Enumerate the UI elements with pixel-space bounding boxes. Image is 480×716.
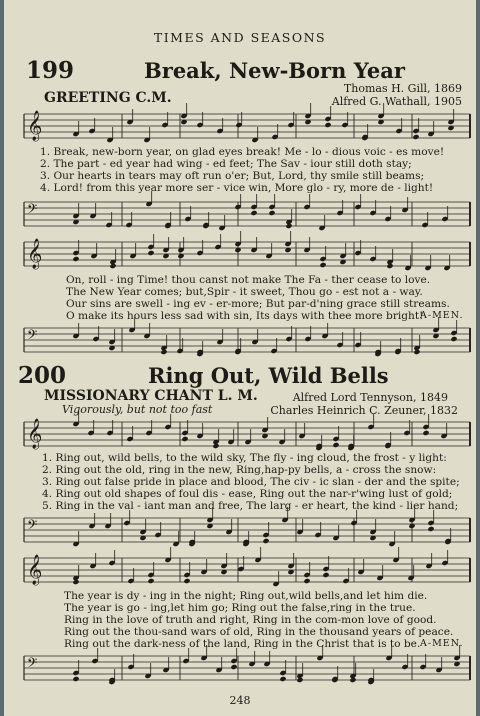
lyric-line: 4. Ring out old shapes of foul dis - ease, Ring out the nar-r'wing lust of gold; (42, 488, 453, 500)
lyric-line: 3. Our hearts in tears may oft run o'er; But, Lord, thy smile still beams; (40, 170, 425, 182)
bass-staff (24, 516, 470, 546)
music-credit: Alfred G. Wathall, 1905 (331, 95, 462, 108)
lyric-line: 2. The part - ed year had wing - ed feet; The Sav - iour still doth stay; (40, 158, 412, 170)
lyric-line: O make its hours less sad with sin, Its days with thee more bright! (66, 310, 424, 322)
lyric-line: The New Year comes; but,Spir - it sweet, Thou go - est not a - way. (66, 286, 423, 298)
tune-name: GREETING C.M. (44, 90, 172, 106)
lyric-line: Ring in the love of truth and right, Ring in the com-mon love of good. (64, 614, 437, 626)
bass-clef-icon: 𝄢 (27, 517, 38, 536)
lyric-line: 4. Lord! from this year more ser - vice win, More glo - ry, more de - light! (40, 182, 434, 194)
amen-label: A-MEN. (420, 310, 464, 321)
hymn-number: 199 (26, 57, 75, 84)
lyric-line: The year is go - ing,let him go; Ring out the false,ring in the true. (64, 602, 416, 614)
bass-staff (24, 326, 470, 356)
lyric-line: On, roll - ing Time! thou canst not make The Fa - ther cease to love. (66, 274, 431, 286)
lyric-line: 1. Ring out, wild bells, to the wild sky, The fly - ing cloud, the frost - y light: (42, 452, 447, 464)
lyrics-verses (40, 146, 444, 194)
section-title: TIMES AND SEASONS (153, 30, 327, 45)
words-credit: Alfred Lord Tennyson, 1849 (292, 391, 448, 404)
lyric-line: Ring out the dark-ness of the land, Ring in the Christ that is to be. (64, 638, 421, 650)
treble-staff (24, 556, 470, 586)
treble-clef-icon: 𝄞 (27, 239, 43, 269)
tune-name: MISSIONARY CHANT L. M. (44, 388, 258, 404)
hymn-number: 200 (18, 362, 67, 389)
lyrics-verses (42, 452, 460, 512)
treble-staff (24, 240, 470, 270)
music-credit: Charles Heinrich C. Zeuner, 1832 (270, 404, 458, 417)
bass-staff (24, 654, 470, 684)
treble-staff (24, 112, 470, 142)
treble-clef-icon: 𝄞 (27, 419, 43, 449)
bass-staff (24, 200, 470, 230)
treble-clef-icon: 𝄞 (27, 555, 43, 585)
lyric-line: 5. Ring in the val - iant man and free, The larg - er heart, the kind - lier hand; (42, 500, 459, 512)
bass-clef-icon: 𝄢 (27, 327, 38, 346)
lyric-line: 2. Ring out the old, ring in the new, Ring,hap-py bells, a - cross the snow: (42, 464, 437, 476)
lyric-line: 1. Break, new-born year, on glad eyes break! Me - lo - dious voic - es move! (40, 146, 445, 158)
treble-staff (24, 420, 470, 450)
bass-clef-icon: 𝄢 (27, 201, 38, 220)
lyric-line: 3. Ring out false pride in place and blood, The civ - ic slan - der and the spite; (42, 476, 460, 488)
bass-clef-icon: 𝄢 (27, 655, 38, 674)
page-number: 248 (229, 694, 251, 707)
hymn-title: Break, New-Born Year (144, 58, 405, 83)
lyric-line: The year is dy - ing in the night; Ring out,wild bells,and let him die. (64, 590, 428, 602)
hymn-title: Ring Out, Wild Bells (148, 363, 389, 388)
amen-label: A-MEN. (420, 638, 464, 649)
words-credit: Thomas H. Gill, 1869 (343, 82, 462, 95)
lyrics-verses (64, 590, 453, 650)
tempo-marking: Vigorously, but not too fast (62, 403, 213, 416)
lyric-line: Our sins are swell - ing ev - er-more; But par-d'ning grace still streams. (66, 298, 450, 310)
lyric-line: Ring out the thou-sand wars of old, Ring in the thousand years of peace. (64, 626, 454, 638)
hymnal-page (4, 0, 476, 716)
treble-clef-icon: 𝄞 (27, 111, 43, 141)
lyrics-verses (66, 274, 450, 322)
